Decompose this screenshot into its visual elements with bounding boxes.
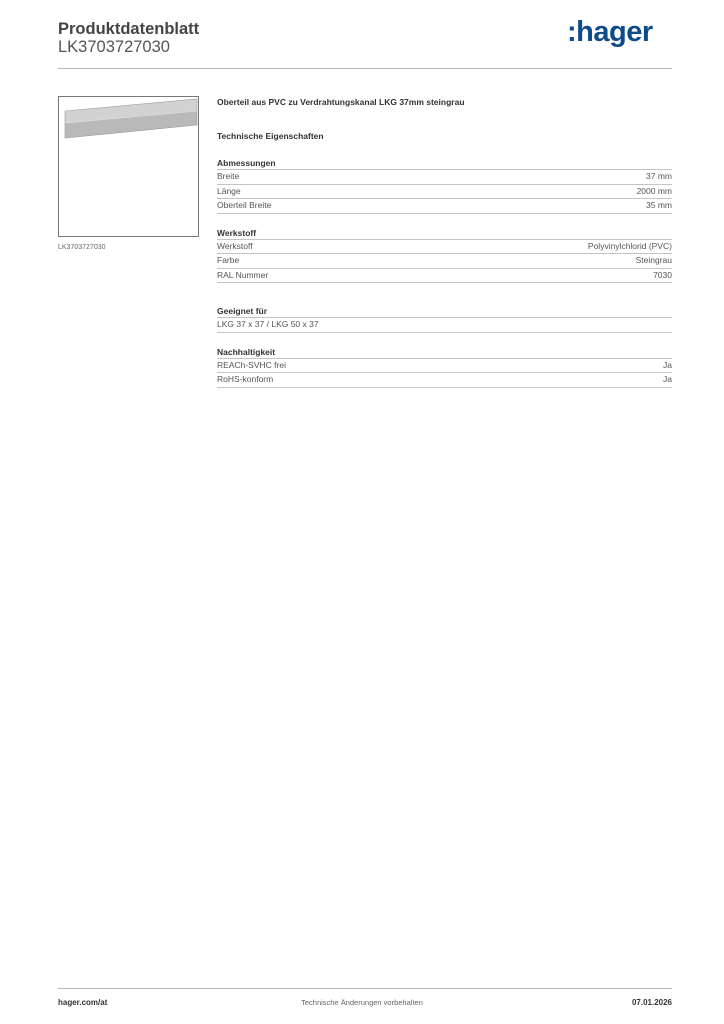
section-geeignet-fuer [217,306,672,333]
footer-date: 07.01.2026 [631,998,672,1007]
header-divider [58,68,672,69]
spec-value: 2000 mm [636,185,672,196]
spec-label: REACh-SVHC frei [217,359,286,370]
section-title: Geeignet für [217,306,672,318]
image-caption: LK3703727030 [58,244,106,251]
cable-duct-cover-illustration [59,97,198,236]
spec-label: RoHS-konform [217,374,274,384]
spec-value: 35 mm [646,200,672,210]
spec-row [217,199,672,214]
spec-value: Ja [663,359,672,370]
product-number: LK3703727030 [58,38,170,56]
document-title: Produktdatenblatt [58,20,200,38]
spec-label: Farbe [217,255,240,265]
product-description: Oberteil aus PVC zu Verdrahtungskanal LKG 37mm steingrau [217,97,465,107]
footer-website-link[interactable]: hager.com/at [58,998,108,1007]
section-werkstoff [217,228,672,284]
spec-value: Ja [663,374,672,384]
spec-label: Werkstoff [217,240,253,251]
spec-row [217,254,672,269]
spec-value: Polyvinylchlorid (PVC) [587,240,672,251]
spec-value: Steingrau [635,255,672,265]
spec-label: Oberteil Breite [217,200,272,210]
spec-row [217,269,672,284]
spec-label: Länge [217,185,241,196]
spec-row [217,373,672,388]
product-image [58,96,199,237]
section-title: Nachhaltigkeit [217,347,672,359]
section-title: Abmessungen [217,158,672,170]
spec-row [217,170,672,185]
section-nachhaltigkeit [217,347,672,388]
spec-value: 7030 [653,269,672,280]
spec-label: Breite [217,171,240,181]
spec-row [217,318,672,333]
spec-row [217,185,672,200]
section-title: Werkstoff [217,228,672,240]
spec-label: LKG 37 x 37 / LKG 50 x 37 [217,319,319,329]
spec-label: RAL Nummer [217,269,269,280]
spec-value: 37 mm [646,171,672,181]
specifications-panel [217,96,672,388]
spec-row [217,240,672,255]
section-abmessungen [217,158,672,214]
technical-properties-heading: Technische Eigenschaften [217,131,324,141]
hager-logo: :hager [567,16,653,48]
footer-divider [58,988,672,989]
footer-disclaimer: Technische Änderungen vorbehalten [301,998,423,1007]
spec-row [217,359,672,374]
